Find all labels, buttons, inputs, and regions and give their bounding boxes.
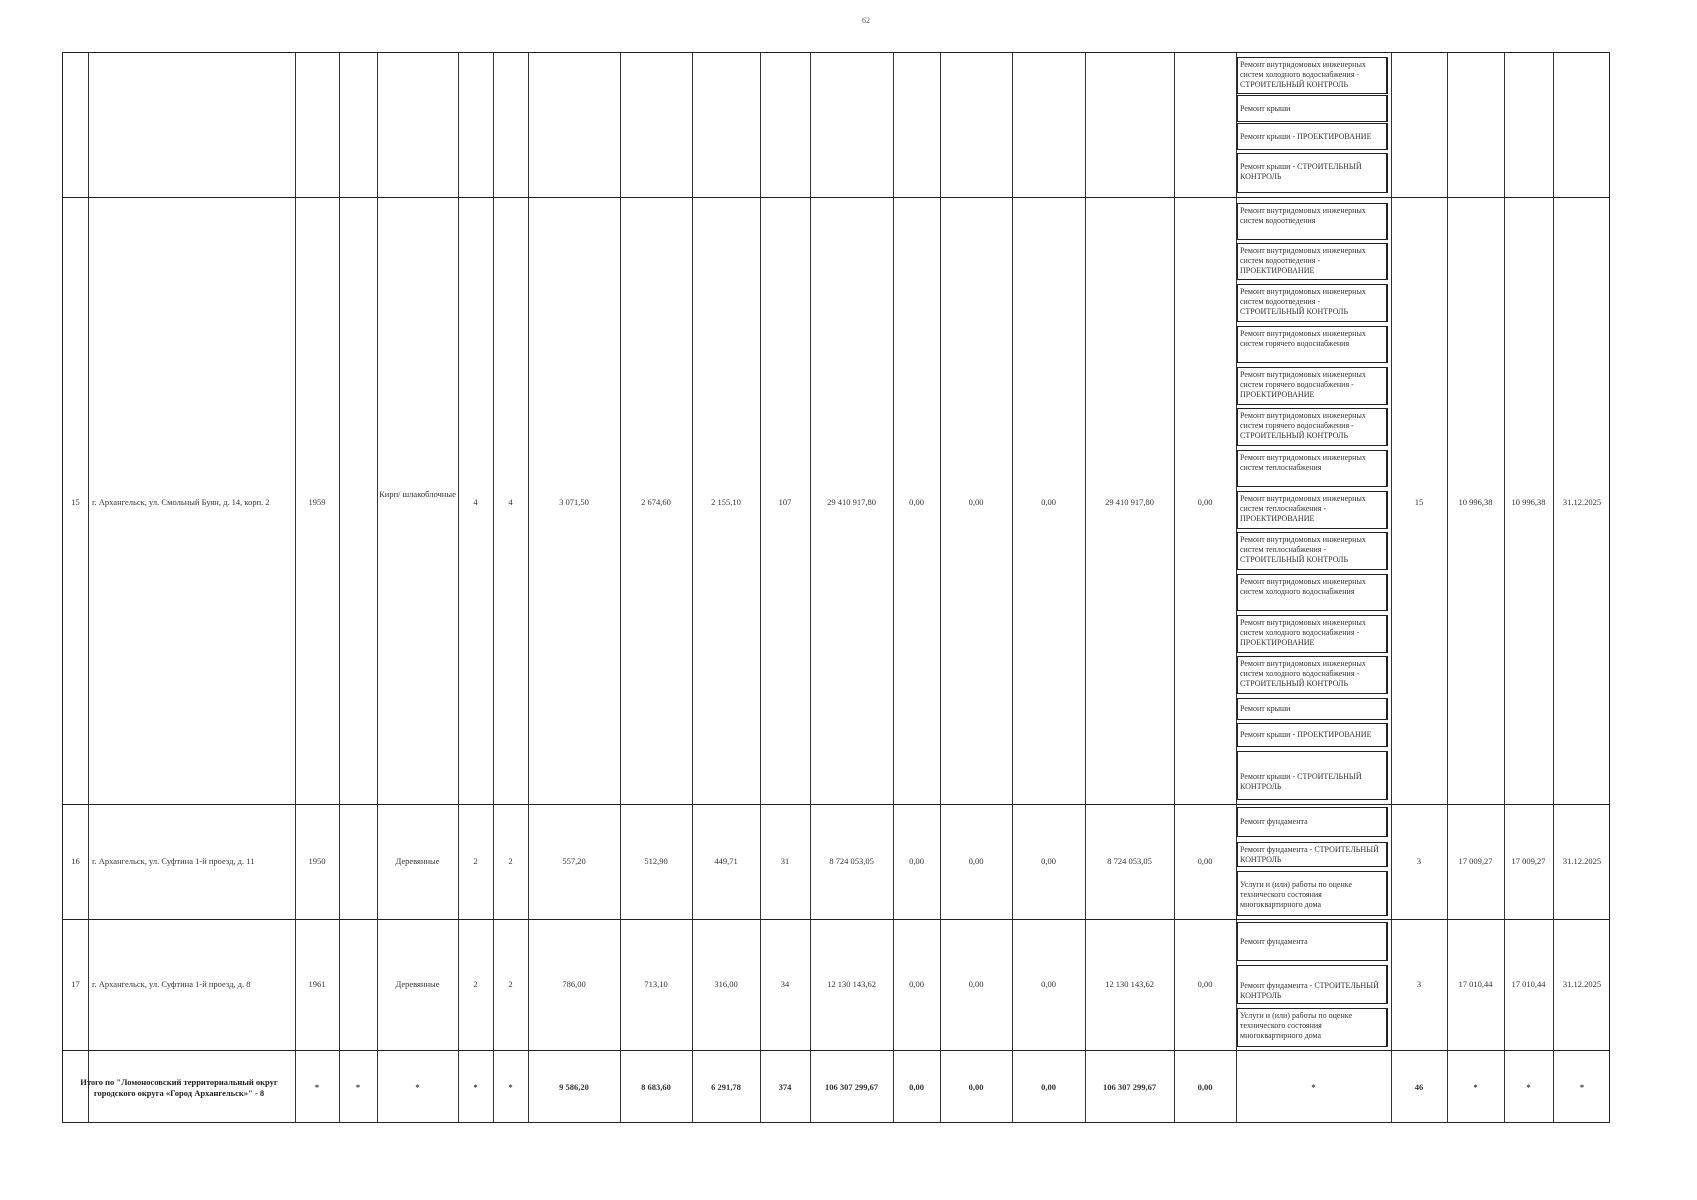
row-fund: 0,00 [909, 856, 924, 866]
row-budget-local: 0,00 [1041, 856, 1056, 866]
row-unit-limit: 17 010,44 [1511, 979, 1546, 989]
work-item: Ремонт внутридомовых инженерных систем водоотведения - СТРОИТЕЛЬНЫЙ КОНТРОЛЬ [1237, 284, 1388, 322]
row-residents: 34 [780, 979, 790, 989]
row-year: 1959 [308, 497, 326, 507]
work-item: Ремонт внутридомовых инженерных систем холодного водоснабжения - СТРОИТЕЛЬНЫЙ КОНТРОЛЬ [1237, 656, 1388, 694]
work-item: Ремонт внутридомовых инженерных систем теплоснабжения [1237, 450, 1388, 487]
row-work-count: 15 [1414, 497, 1424, 507]
row-fund: 0,00 [909, 497, 924, 507]
row-address: г. Архангельск, ул. Суфтина 1-й проезд, д. 8 [92, 979, 251, 989]
row-number: 16 [71, 856, 80, 866]
work-item: Ремонт внутридомовых инженерных систем холодного водоснабжения - СТРОИТЕЛЬНЫЙ КОНТРОЛЬ [1237, 57, 1388, 94]
row-budget-local: 0,00 [1041, 497, 1056, 507]
col-divider [1447, 53, 1448, 1122]
col-divider [1391, 53, 1392, 1122]
row-other: 0,00 [1197, 856, 1213, 866]
total-budget-region: 0,00 [968, 1082, 984, 1092]
row-divider [63, 1050, 1609, 1051]
row-living-area: 2 674,60 [641, 497, 671, 507]
row-unit-cost: 10 996,38 [1458, 497, 1493, 507]
total-work-count: 46 [1414, 1082, 1424, 1092]
row-divider [63, 197, 1609, 198]
row-work-count: 3 [1416, 979, 1422, 989]
row-cost-total: 8 724 053,05 [829, 856, 874, 866]
row-floors: 2 [473, 979, 478, 989]
row-address: г. Архангельск, ул. Суфтина 1-й проезд, д. 11 [92, 856, 255, 866]
work-item: Ремонт внутридомовых инженерных систем водоотведения - ПРОЕКТИРОВАНИЕ [1237, 243, 1388, 280]
row-floors: 4 [473, 497, 478, 507]
row-budget-local: 0,00 [1041, 979, 1056, 989]
col-divider [893, 53, 894, 1122]
total-cell: * [508, 1082, 513, 1092]
total-private-area: 6 291,78 [711, 1082, 741, 1092]
row-living-area: 713,10 [644, 979, 668, 989]
col-divider [692, 53, 693, 1122]
row-divider [63, 804, 1609, 805]
col-divider [339, 53, 340, 1122]
total-cell: * [314, 1082, 320, 1092]
total-unit-limit: * [1526, 1082, 1531, 1092]
work-item: Ремонт крыши - СТРОИТЕЛЬНЫЙ КОНТРОЛЬ [1237, 153, 1388, 193]
row-unit-cost: 17 010,44 [1458, 979, 1493, 989]
total-owners: 106 307 299,67 [1102, 1082, 1157, 1092]
work-item: Ремонт фундамента [1237, 922, 1388, 961]
col-divider [493, 53, 494, 1122]
program-table [62, 52, 1610, 1123]
row-other: 0,00 [1197, 497, 1213, 507]
work-item: Услуги и (или) работы по оценке технического состояния многоквартирного дома [1237, 1008, 1388, 1047]
work-item: Ремонт внутридомовых инженерных систем горячего водоснабжения - СТРОИТЕЛЬНЫЙ КОНТРОЛЬ [1237, 408, 1388, 446]
work-item: Ремонт внутридомовых инженерных систем горячего водоснабжения [1237, 326, 1388, 363]
total-living-area: 8 683,60 [641, 1082, 671, 1092]
col-divider [1504, 53, 1505, 1122]
row-number: 15 [71, 497, 80, 507]
work-item: Ремонт фундамента - СТРОИТЕЛЬНЫЙ КОНТРОЛЬ [1237, 965, 1388, 1004]
col-divider [528, 53, 529, 1122]
row-entrances: 2 [508, 856, 513, 866]
col-divider [940, 53, 941, 1122]
row-private-area: 449,71 [714, 856, 738, 866]
row-material: Кирп/ шлакоблочные [379, 489, 456, 499]
row-private-area: 316,00 [714, 979, 738, 989]
row-budget-region: 0,00 [968, 497, 984, 507]
row-number: 17 [71, 979, 80, 989]
row-residents: 107 [778, 497, 792, 507]
total-total-area: 9 586,20 [559, 1082, 589, 1092]
work-item: Ремонт внутридомовых инженерных систем холодного водоснабжения - ПРОЕКТИРОВАНИЕ [1237, 615, 1388, 653]
row-owners: 8 724 053,05 [1107, 856, 1152, 866]
work-item: Ремонт фундамента - СТРОИТЕЛЬНЫЙ КОНТРОЛЬ [1237, 842, 1388, 867]
col-divider [760, 53, 761, 1122]
total-fund: 0,00 [909, 1082, 924, 1092]
col-divider [810, 53, 811, 1122]
row-budget-region: 0,00 [968, 856, 984, 866]
total-label: Итого по "Ломоносовский территориальный округ городского округа «Город Архангельск»" - 8 [80, 1077, 278, 1098]
row-residents: 31 [780, 856, 790, 866]
total-cell: * [415, 1082, 420, 1092]
work-item: Ремонт внутридомовых инженерных систем горячего водоснабжения - ПРОЕКТИРОВАНИЕ [1237, 367, 1388, 405]
col-divider [1174, 53, 1175, 1122]
col-divider [1085, 53, 1086, 1122]
row-deadline: 31.12.2025 [1562, 497, 1602, 507]
work-item: Ремонт крыши - ПРОЕКТИРОВАНИЕ [1237, 723, 1388, 747]
row-other: 0,00 [1197, 979, 1213, 989]
col-divider [1012, 53, 1013, 1122]
page-number: 62 [862, 16, 870, 25]
work-item: Ремонт крыши [1237, 698, 1388, 720]
row-unit-cost: 17 009,27 [1458, 856, 1493, 866]
row-address: г. Архангельск, ул. Смольный Буян, д. 14, корп. 2 [92, 497, 270, 507]
total-deadline: * [1579, 1082, 1585, 1092]
work-item: Ремонт внутридомовых инженерных систем теплоснабжения - ПРОЕКТИРОВАНИЕ [1237, 491, 1388, 529]
row-year: 1961 [308, 979, 326, 989]
work-item: Услуги и (или) работы по оценке технического состояния многоквартирного дома [1237, 871, 1388, 916]
row-year: 1950 [308, 856, 326, 866]
row-deadline: 31.12.2025 [1562, 979, 1602, 989]
total-other: 0,00 [1197, 1082, 1213, 1092]
total-works: * [1311, 1082, 1316, 1092]
row-unit-limit: 10 996,38 [1511, 497, 1546, 507]
row-owners: 29 410 917,80 [1105, 497, 1154, 507]
total-unit-cost: * [1473, 1082, 1478, 1092]
total-cell: * [473, 1082, 478, 1092]
total-residents: 374 [778, 1082, 792, 1092]
total-budget-local: 0,00 [1041, 1082, 1056, 1092]
row-cost-total: 29 410 917,80 [827, 497, 876, 507]
row-divider [63, 919, 1609, 920]
row-material: Деревянные [395, 856, 440, 866]
col-divider [458, 53, 459, 1122]
col-divider [88, 53, 89, 1122]
work-item: Ремонт внутридомовых инженерных систем теплоснабжения - СТРОИТЕЛЬНЫЙ КОНТРОЛЬ [1237, 532, 1388, 570]
work-item: Ремонт крыши - ПРОЕКТИРОВАНИЕ [1237, 123, 1388, 150]
row-entrances: 4 [508, 497, 513, 507]
work-item: Ремонт крыши [1237, 95, 1388, 122]
total-cell: * [355, 1082, 361, 1092]
total-cost-total: 106 307 299,67 [824, 1082, 879, 1092]
work-item: Ремонт внутридомовых инженерных систем водоотведения [1237, 203, 1388, 240]
col-divider [1553, 53, 1554, 1122]
row-floors: 2 [473, 856, 478, 866]
work-item: Ремонт крыши - СТРОИТЕЛЬНЫЙ КОНТРОЛЬ [1237, 751, 1388, 800]
row-material: Деревянные [395, 979, 440, 989]
row-total-area: 557,20 [562, 856, 586, 866]
row-entrances: 2 [508, 979, 513, 989]
row-fund: 0,00 [909, 979, 924, 989]
row-work-count: 3 [1416, 856, 1422, 866]
row-unit-limit: 17 009,27 [1511, 856, 1546, 866]
row-deadline: 31.12.2025 [1562, 856, 1602, 866]
row-total-area: 3 071,50 [559, 497, 589, 507]
work-item: Ремонт фундамента [1237, 807, 1388, 837]
row-living-area: 512,90 [644, 856, 668, 866]
row-cost-total: 12 130 143,62 [827, 979, 876, 989]
col-divider [620, 53, 621, 1122]
row-total-area: 786,00 [562, 979, 586, 989]
col-divider [295, 53, 296, 1122]
row-private-area: 2 155,10 [711, 497, 741, 507]
row-budget-region: 0,00 [968, 979, 984, 989]
work-item: Ремонт внутридомовых инженерных систем холодного водоснабжения [1237, 574, 1388, 611]
col-divider [377, 53, 378, 1122]
row-owners: 12 130 143,62 [1105, 979, 1154, 989]
